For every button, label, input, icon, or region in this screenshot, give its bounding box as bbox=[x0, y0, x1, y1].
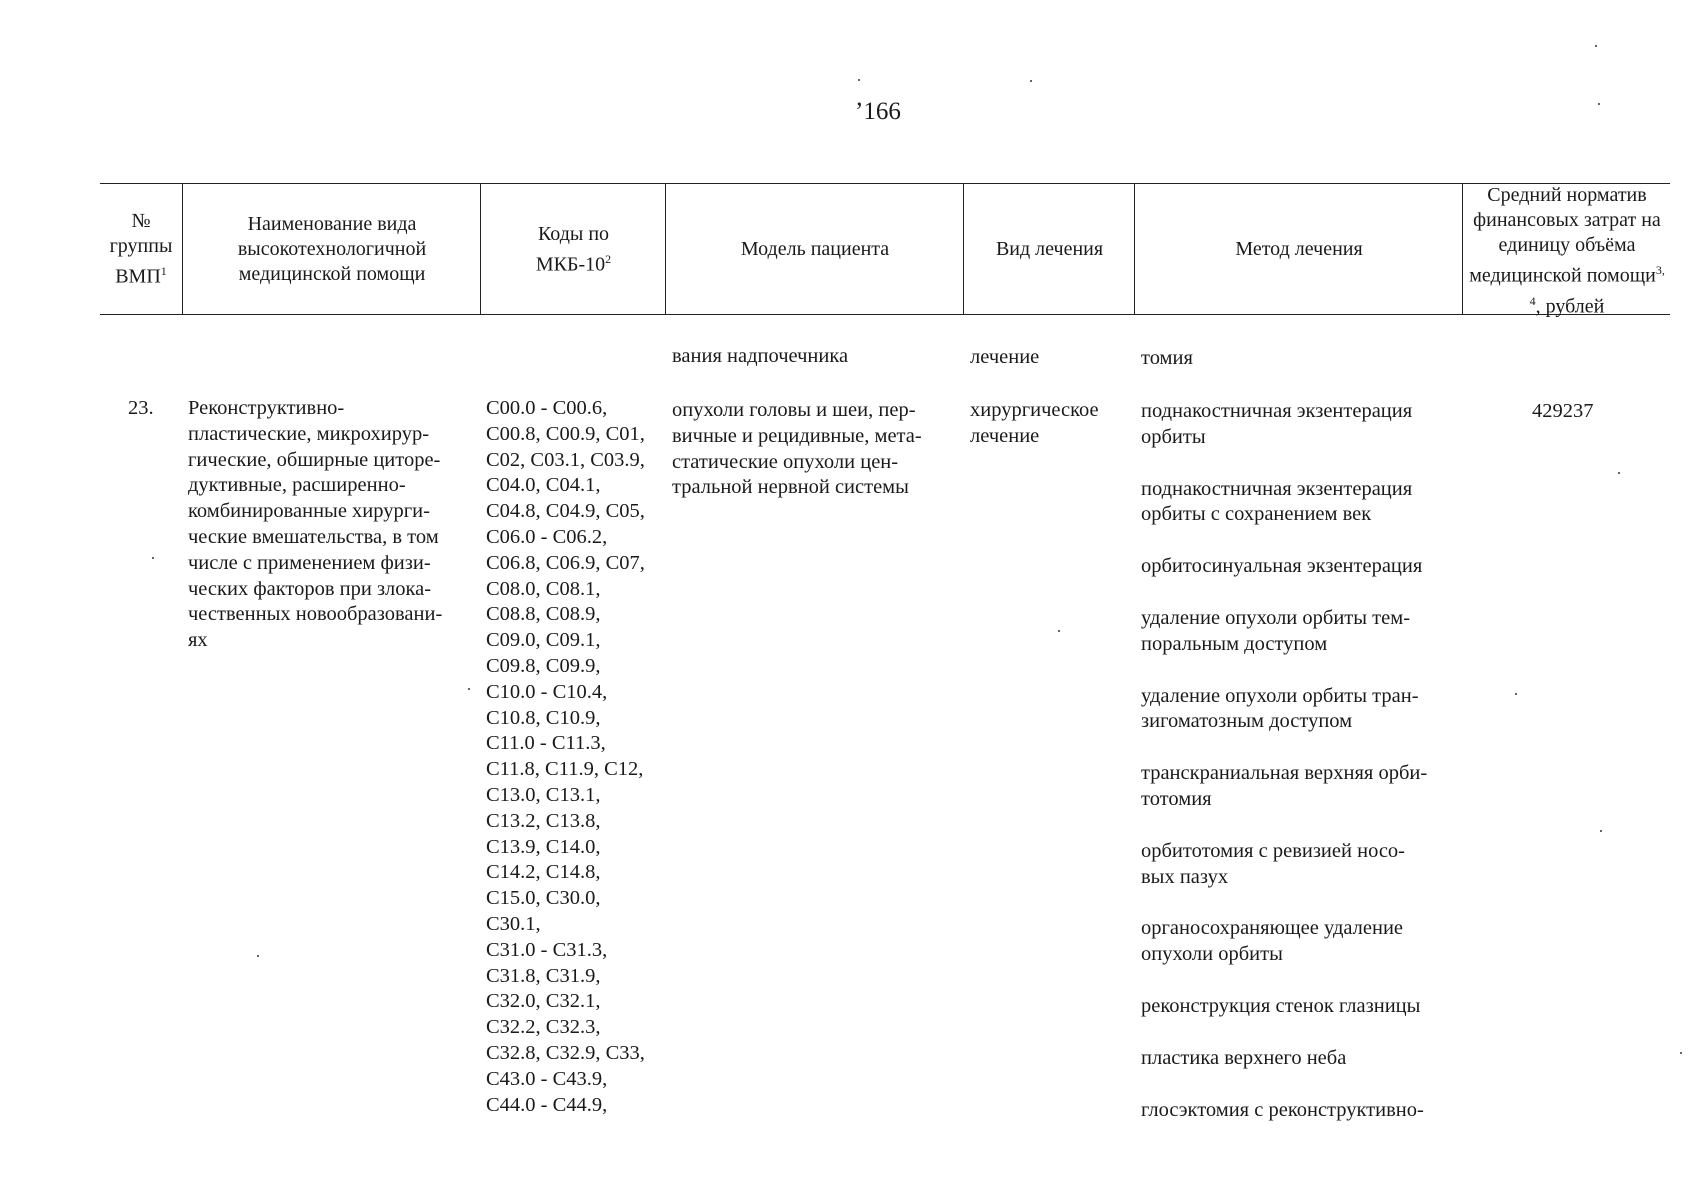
scan-speck bbox=[1595, 45, 1597, 47]
header-patient-model: Модель пациента bbox=[740, 238, 890, 260]
method-item: орбитотомия с ревизией носо- вых пазух bbox=[1141, 839, 1406, 888]
method-item: глосэктомия с реконструктивно- bbox=[1141, 1098, 1424, 1121]
header-top-rule bbox=[100, 183, 1670, 184]
column-divider bbox=[963, 183, 964, 314]
method-item: транскраниальная верхняя орби- тотомия bbox=[1141, 762, 1428, 810]
header-treatment-type: Вид лечения bbox=[995, 238, 1104, 260]
header-treatment-method: Метод лечения bbox=[1235, 238, 1363, 260]
continuation-model: вания надпочечника bbox=[672, 345, 849, 367]
scan-speck bbox=[1515, 693, 1517, 695]
row-group-number: 23. bbox=[128, 397, 154, 419]
scan-speck bbox=[257, 955, 259, 957]
header-group-no: № группы ВМП$^1$ bbox=[109, 210, 173, 288]
header-icd-codes: Коды по МКБ-$10^2$ bbox=[535, 222, 612, 276]
row-care-name: Реконструктивно- пластические, микрохирур- гические, обширные циторе- дуктивные, расширенно- комбинированные хирурги- ческие вмешательства, в том числе с применением физи- ческих факторов при злока- чественных новообразовани- ях bbox=[188, 397, 443, 652]
scan-speck bbox=[1030, 80, 1032, 82]
column-divider bbox=[665, 183, 666, 314]
method-item: органосохраняющее удаление опухоли орбиты bbox=[1141, 917, 1404, 966]
method-item: удаление опухоли орбиты тем- поральным доступом bbox=[1141, 606, 1411, 655]
scan-speck bbox=[1058, 630, 1060, 632]
method-item: удаление опухоли орбиты тран- зигоматозным доступом bbox=[1141, 684, 1419, 733]
continuation-treatment-type: лечение bbox=[970, 346, 1040, 368]
row-patient-model: опухоли головы и шеи, пер- вичные и рецидивные, мета- статические опухоли цен- тральной нервной системы bbox=[672, 399, 922, 499]
scan-speck bbox=[858, 79, 860, 81]
row-treatment-type: хирургическое лечение bbox=[970, 399, 1099, 447]
row-treatment-methods bbox=[1141, 399, 1461, 1123]
scan-speck bbox=[1598, 103, 1600, 105]
scan-speck bbox=[1600, 830, 1602, 832]
row-cost-value: 429237 bbox=[1532, 400, 1594, 422]
column-divider bbox=[182, 183, 183, 314]
method-item: пластика верхнего неба bbox=[1141, 1046, 1347, 1069]
scan-speck bbox=[1680, 1052, 1682, 1054]
header-care-name: Наименование вида высокотехнологичной медицинской помощи bbox=[237, 213, 427, 285]
method-item: поднакостничная экзентерация орбиты с сохранением век bbox=[1141, 477, 1413, 526]
row-icd-codes: C00.0 - C00.6, C00.8, C00.9, C01, C02, C03.1, C03.9, C04.0, C04.1, C04.8, C04.9, C05, C06.0 - C06.2, C06.8, C06.9, C07, C08.0, C08.1, C08.8, C08.9, C09.0, C09.1, C09.8, C09.9, C10.0 - C10.4, C10.8, C10.9, C11.0 - C11.3, C11.8, C11.9, C12, C13.0, C13.1, C13.2, C13.8, C13.9, C14.0, C14.2, C14.8, C15.0, C30.0, C30.1, C31.0 - C31.3, C31.8, C31.9, C32.0, C32.1, C32.2, C32.3, C32.8, C32.9, C33, C43.0 - C43.9, C44.0 - C44.9, bbox=[486, 397, 645, 1116]
scan-speck bbox=[1618, 472, 1620, 474]
scan-speck bbox=[468, 688, 470, 690]
header-cost-norm: Средний норматив финансовых затрат на единицу объёма медицинской помощи$^{3, 4}$, рублей bbox=[1469, 183, 1665, 318]
method-item: поднакостничная экзентерация орбиты bbox=[1141, 400, 1413, 448]
column-divider bbox=[1462, 183, 1463, 314]
column-divider bbox=[480, 183, 481, 314]
page-number: ’166 bbox=[855, 98, 901, 125]
column-divider bbox=[1134, 183, 1135, 314]
header-bottom-rule bbox=[100, 314, 1670, 315]
method-item: реконструкция стенок глазницы bbox=[1141, 994, 1421, 1017]
continuation-method: томия bbox=[1141, 347, 1193, 369]
method-item: орбитосинуальная экзентерация bbox=[1141, 555, 1423, 578]
scan-speck bbox=[152, 557, 154, 559]
